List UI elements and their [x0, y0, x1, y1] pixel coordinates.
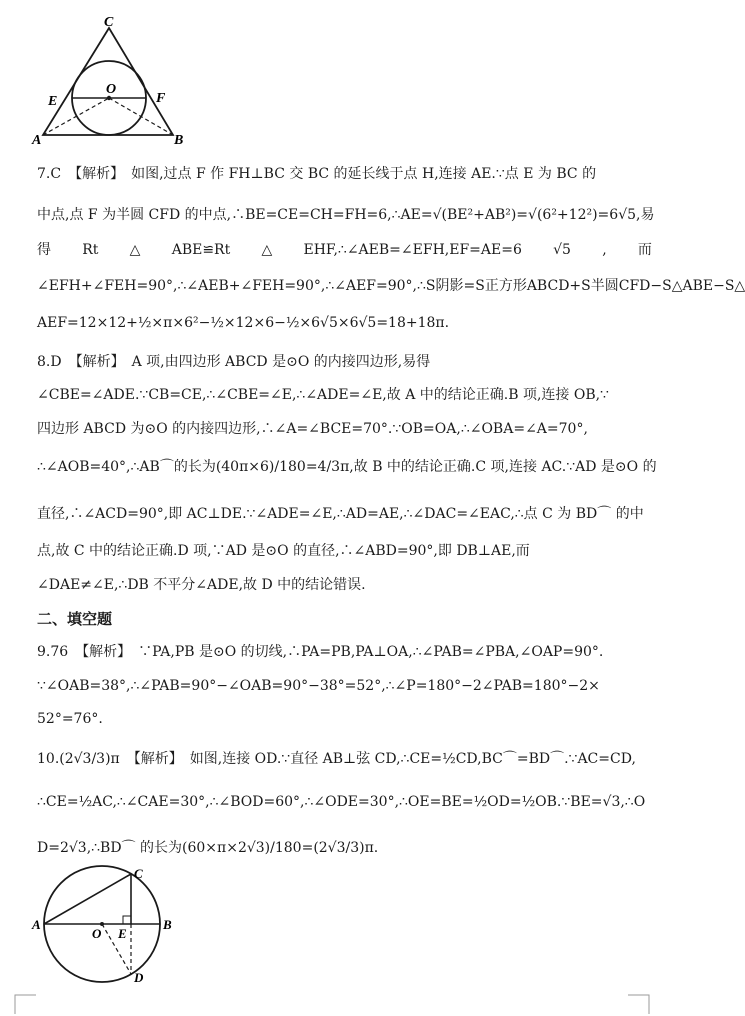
label-e: E	[118, 926, 127, 941]
q10-line-3: D=2√3,∴BD⌒ 的长为(60×π×2√3)/180=(2√3/3)π.	[37, 840, 379, 856]
circle-chord-figure	[30, 862, 180, 986]
label-c: C	[104, 15, 114, 30]
q8-line-4: ∴∠AOB=40°,∴AB⌒的长为(40π×6)/180=4/3π,故 B 中的结论正确.C 项,连接 AC.∵AD 是⊙O 的	[37, 459, 657, 475]
q7-line-3-part: △	[129, 242, 141, 258]
corner-mark-bottom-left	[14, 994, 36, 1016]
label-c: C	[134, 866, 143, 881]
label-d: D	[134, 970, 144, 985]
label-b: B	[163, 917, 172, 932]
label-o: O	[92, 926, 102, 941]
q10-line-2: ∴CE=½AC,∴∠CAE=30°,∴∠BOD=60°,∴∠ODE=30°,∴OE=BE=½OD=½OB.∵BE=√3,∴O	[37, 794, 646, 810]
q7-line-1: 7.C 【解析】 如图,过点 F 作 FH⊥BC 交 BC 的延长线于点 H,连接 AE.∵点 E 为 BC 的	[37, 166, 597, 182]
q7-line-3-part: ABE≌Rt	[171, 242, 231, 258]
section-heading: 二、填空题	[37, 610, 113, 628]
q7-line-3-part: Rt	[82, 242, 99, 258]
q7-line-3-part: 而	[637, 242, 652, 258]
label-e: E	[48, 94, 58, 109]
corner-mark-bottom-right	[628, 994, 650, 1016]
q8-line-7: ∠DAE≠∠E,∴DB 不平分∠ADE,故 D 中的结论错误.	[37, 577, 366, 593]
q8-line-2: ∠CBE=∠ADE.∵CB=CE,∴∠CBE=∠E,∴∠ADE=∠E,故 A 中的结论正确.B 项,连接 OB,∵	[37, 387, 609, 403]
q7-line-3-part: △	[261, 242, 273, 258]
q9-line-1: 9.76 【解析】 ∵PA,PB 是⊙O 的切线,∴PA=PB,PA⊥OA,∴∠PAB=∠PBA,∠OAP=90°.	[37, 644, 604, 660]
label-f: F	[156, 91, 166, 106]
right-angle-mark	[123, 916, 131, 924]
q8-line-3: 四边形 ABCD 为⊙O 的内接四边形,∴∠A=∠BCE=70°.∵OB=OA,∴∠OBA=∠A=70°,	[37, 421, 588, 437]
chord-ac	[44, 874, 131, 924]
q7-line-4: ∠EFH+∠FEH=90°,∴∠AEB+∠FEH=90°,∴∠AEF=90°,∴S阴影=S正方形ABCD+S半圆CFD−S△ABE−S△	[37, 278, 745, 294]
q8-line-5: 直径,∴∠ACD=90°,即 AC⊥DE.∵∠ADE=∠E,∴AD=AE,∴∠DAC=∠EAC,∴点 C 为 BD⌒ 的中	[37, 506, 644, 522]
label-a: A	[32, 133, 42, 148]
q7-line-3-part: 得	[37, 242, 51, 258]
q7-line-3	[37, 240, 652, 260]
q7-line-3-part: ,	[602, 242, 607, 258]
q8-line-1: 8.D 【解析】 A 项,由四边形 ABCD 是⊙O 的内接四边形,易得	[37, 354, 431, 370]
q8-line-6: 点,故 C 中的结论正确.D 项,∵AD 是⊙O 的直径,∴∠ABD=90°,即 DB⊥AE,而	[37, 543, 530, 559]
label-b: B	[174, 133, 184, 148]
q10-line-1: 10.(2√3/3)π 【解析】 如图,连接 OD.∵直径 AB⊥弦 CD,∴CE=½CD,BC⌒=BD⌒.∵AC=CD,	[37, 751, 636, 767]
q7-line-2: 中点,点 F 为半圆 CFD 的中点,∴BE=CE=CH=FH=6,∴AE=√(BE²+AB²)=√(6²+12²)=6√5,易	[37, 207, 655, 223]
q7-line-3-part: √5	[553, 242, 571, 258]
label-o: O	[106, 82, 117, 97]
q7-line-3-part: EHF,∴∠AEB=∠EFH,EF=AE=6	[303, 242, 522, 258]
q9-line-2: ∵∠OAB=38°,∴∠PAB=90°−∠OAB=90°−38°=52°,∴∠P=180°−2∠PAB=180°−2×	[37, 678, 600, 694]
q7-line-5: AEF=12×12+½×π×6²−½×12×6−½×6√5×6√5=18+18π.	[37, 315, 450, 331]
triangle-incircle-figure	[30, 12, 200, 147]
label-a: A	[32, 917, 41, 932]
q9-line-3: 52°=76°.	[37, 711, 103, 727]
